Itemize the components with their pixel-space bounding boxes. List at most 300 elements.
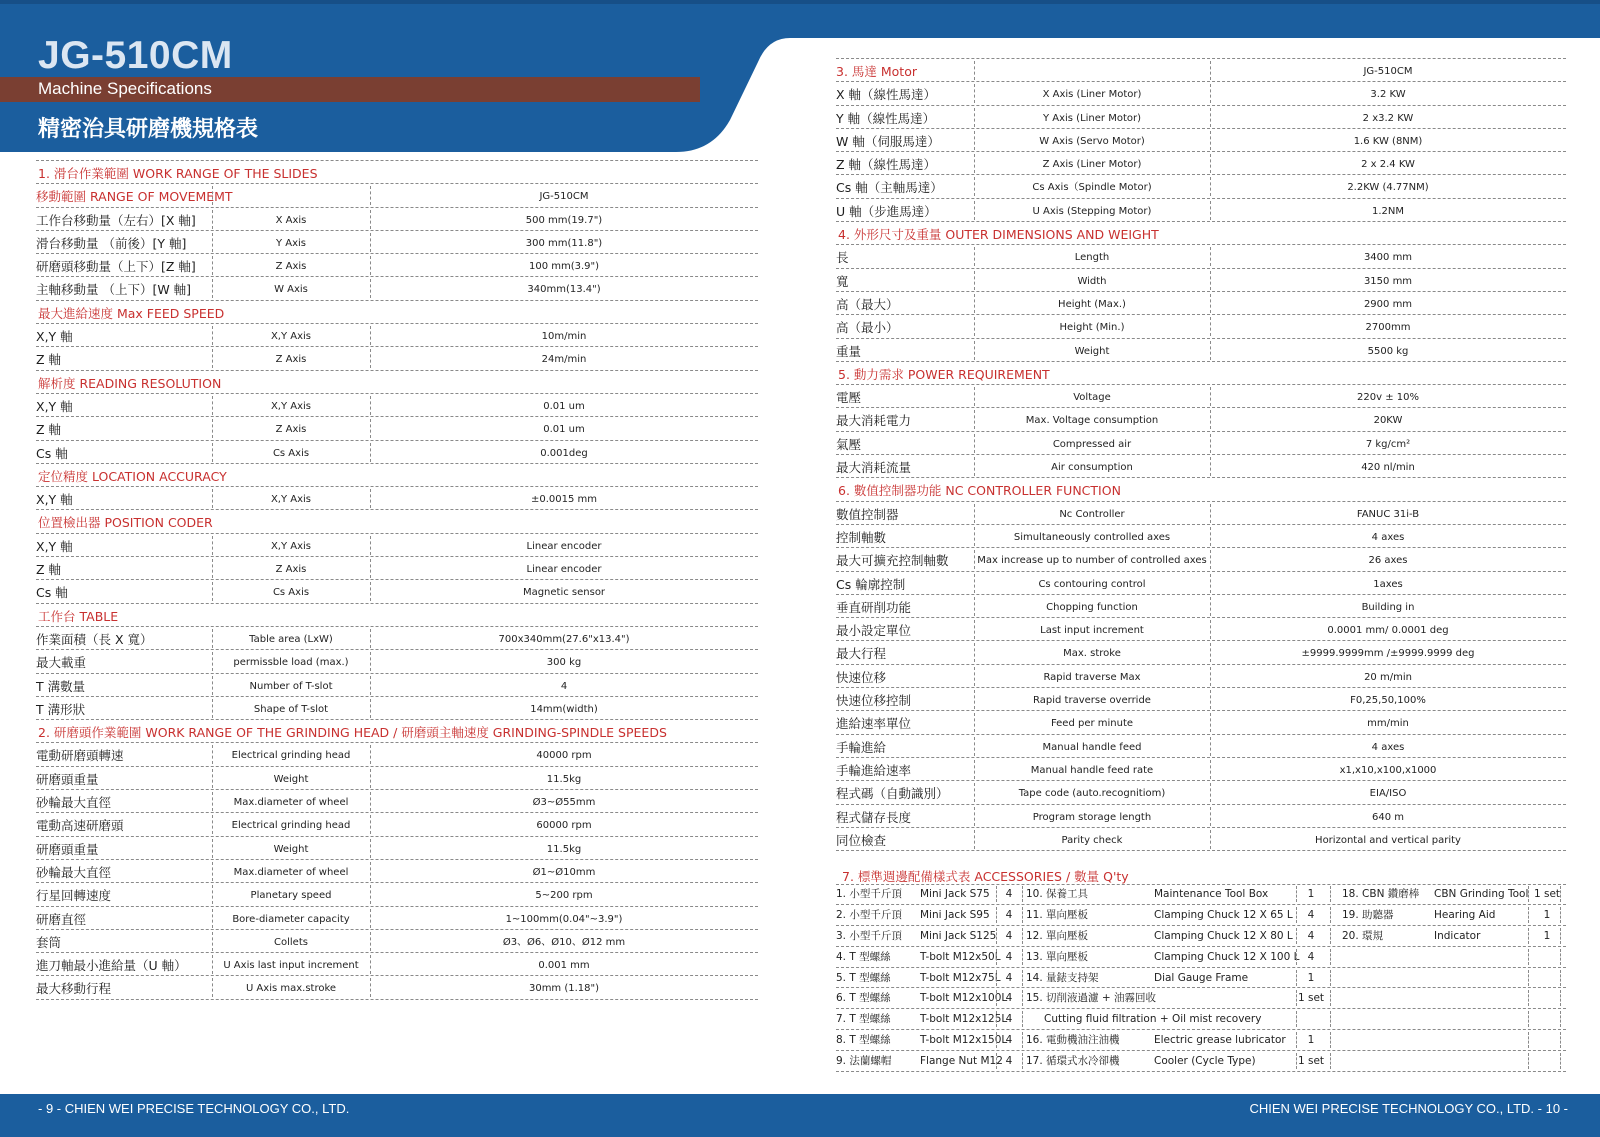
accessory-name-en: T-bolt M12x100L — [920, 992, 1008, 1005]
spec-label-en: Z Axis — [275, 354, 307, 366]
section-heading-text: 最大進給速度 Max FEED SPEED — [38, 305, 225, 321]
spec-value: 0.01 um — [543, 400, 585, 412]
spec-value: 3150 mm — [1363, 275, 1413, 287]
spec-label-en: Electrical grinding head — [231, 820, 351, 832]
column-divider — [996, 1053, 997, 1069]
spec-value: Magnetic sensor — [522, 587, 606, 599]
accessory-name-cn: 2. 小型千斤頂 — [836, 908, 902, 921]
spec-label-en: U Axis (Stepping Motor) — [1032, 205, 1152, 217]
spec-value: JG-510CM — [539, 191, 589, 203]
column-divider — [1330, 990, 1331, 1006]
spec-label-en: Y Axis — [275, 237, 307, 249]
spec-value: 300 mm(11.8") — [525, 237, 603, 249]
accessory-row — [836, 968, 1566, 989]
spec-row — [836, 292, 1566, 315]
spec-label-cn: X 軸（線性馬達） — [836, 87, 937, 103]
spec-value: 100 mm(3.9") — [528, 261, 600, 273]
accessory-name-cn: 16. 電動機油注油機 — [1026, 1034, 1120, 1047]
section-heading — [36, 464, 758, 487]
spec-label-cn: 行星回轉速度 — [36, 888, 112, 904]
column-divider — [1560, 970, 1561, 986]
accessory-name-en: Mini Jack S125 — [920, 929, 997, 942]
accessory-name-en: T-bolt M12x75L — [920, 971, 1001, 984]
spec-value: 26 axes — [1368, 555, 1408, 567]
accessory-qty: 1 — [1543, 929, 1551, 942]
spec-label-cn: 數值控制器 — [836, 506, 899, 522]
column-divider — [1528, 1053, 1529, 1069]
spec-label-en: Z Axis — [275, 564, 307, 576]
spec-label-en: Electrical grinding head — [231, 750, 351, 762]
spec-label-en: Max. stroke — [1063, 648, 1121, 660]
spec-label-cn: 手輪進給速率 — [836, 762, 912, 778]
spec-row — [836, 805, 1566, 828]
spec-row — [36, 441, 758, 464]
spec-row — [36, 208, 758, 231]
spec-row — [836, 781, 1566, 804]
spec-value: Ø1~Ø10mm — [532, 866, 596, 878]
column-header-row — [836, 59, 1566, 82]
spec-label-en: Y Axis (Liner Motor) — [1042, 112, 1142, 124]
spec-value: 20 m/min — [1364, 671, 1412, 683]
spec-row — [836, 269, 1566, 292]
spec-label-en: Rapid traverse Max — [1043, 671, 1141, 683]
section-heading — [36, 604, 758, 627]
spec-row — [36, 627, 758, 650]
spec-value: 420 nl/min — [1361, 462, 1415, 474]
column-divider — [1560, 949, 1561, 965]
accessory-name-en: Maintenance Tool Box — [1154, 888, 1269, 900]
spec-label-cn: 控制軸數 — [836, 529, 887, 545]
spec-label-en: Tape code (auto.recognitiom) — [1018, 788, 1166, 800]
accessory-name-en: Mini Jack S75 — [920, 888, 990, 900]
spec-value: 24m/min — [541, 354, 587, 366]
spec-label-en: Width — [1077, 275, 1107, 287]
spec-label-en: Voltage — [1073, 392, 1111, 404]
spec-label-en: Manual handle feed rate — [1030, 764, 1154, 776]
spec-label-cn: 快速位移 — [836, 669, 887, 685]
spec-label-en: Weight — [273, 773, 309, 785]
spec-row — [836, 572, 1566, 595]
spec-row — [836, 665, 1566, 688]
column-header-row — [36, 184, 758, 207]
accessory-name-cn: 6. T 型螺絲 — [836, 992, 891, 1005]
spec-value: 14mm(width) — [530, 703, 598, 715]
spec-label-cn: 移動範圍 RANGE OF MOVEMEMT — [36, 189, 233, 205]
accessory-name-cn: 12. 單向壓板 — [1026, 929, 1089, 942]
section-heading — [36, 371, 758, 394]
spec-value: 0.001deg — [540, 447, 588, 459]
spec-label-cn: 電壓 — [836, 390, 862, 406]
spec-row — [836, 502, 1566, 525]
accessory-name-en: Cooler (Cycle Type) — [1154, 1055, 1256, 1068]
spec-value: EIA/ISO — [1369, 788, 1407, 800]
column-divider — [1330, 886, 1331, 902]
spec-label-cn: 進刀軸最小進給量（U 軸） — [36, 958, 187, 974]
spec-label-cn: Cs 輪廓控制 — [836, 576, 906, 592]
column-divider — [1528, 1011, 1529, 1027]
accessory-qty: 4 — [1307, 929, 1315, 942]
column-divider — [996, 928, 997, 944]
column-divider — [1330, 949, 1331, 965]
accessory-qty: 4 — [1005, 888, 1013, 900]
spec-label-cn: 最大移動行程 — [36, 981, 112, 997]
spec-row — [836, 385, 1566, 408]
spec-value: Ø3、Ø6、Ø10、Ø12 mm — [502, 936, 626, 948]
spec-row — [36, 860, 758, 883]
spec-label-cn: 最大載重 — [36, 655, 87, 671]
accessory-name-en: Cutting fluid filtration + Oil mist recovery — [1044, 1013, 1262, 1026]
column-divider — [1022, 970, 1023, 986]
spec-label-cn: Cs 軸（主軸馬達） — [836, 180, 943, 196]
spec-label-en: Weight — [273, 843, 309, 855]
spec-label-cn: 砂輪最大直徑 — [36, 864, 112, 880]
accessory-name-cn: 3. 小型千斤頂 — [836, 929, 902, 942]
accessory-name-cn: 17. 循環式水冷卻機 — [1026, 1055, 1120, 1068]
section-heading-text: 2. 研磨頭作業範圍 WORK RANGE OF THE GRINDING HEAD / 研磨頭主軸速度 GRINDING-SPINDLE SPEEDS — [38, 725, 667, 741]
spec-value: 0.0001 mm/ 0.0001 deg — [1327, 625, 1449, 637]
spec-label-en: permissble load (max.) — [233, 657, 349, 669]
spec-label-cn: 最大消耗流量 — [836, 460, 912, 476]
spec-label-cn: 同位檢查 — [836, 832, 887, 848]
column-divider — [1330, 1011, 1331, 1027]
column-divider — [1560, 907, 1561, 923]
spec-value: 300 kg — [546, 657, 582, 669]
spec-label-en: Number of T-slot — [249, 680, 333, 692]
spec-value: 5~200 rpm — [535, 890, 593, 902]
section-heading — [836, 222, 1566, 245]
section-heading — [836, 478, 1566, 501]
spec-value: 0.01 um — [543, 424, 585, 436]
spec-value: 7 kg/cm² — [1365, 438, 1411, 450]
spec-value: Building in — [1361, 601, 1415, 613]
column-divider — [1528, 949, 1529, 965]
accessory-row — [836, 884, 1566, 905]
spec-label-cn: 重量 — [836, 343, 862, 359]
column-divider — [1296, 1032, 1297, 1048]
spec-label-cn: 研磨頭重量 — [36, 771, 99, 787]
spec-label-en: W Axis (Servo Motor) — [1039, 135, 1145, 147]
accessory-qty: 4 — [1307, 908, 1315, 921]
accessory-qty: 4 — [1005, 908, 1013, 921]
accessory-name-en: T-bolt M12x50L — [920, 950, 1001, 963]
spec-label-en: Simultaneously controlled axes — [1013, 531, 1171, 543]
spec-label-en — [212, 184, 370, 206]
accessory-name-en: Electric grease lubricator — [1154, 1034, 1286, 1047]
spec-value: 3400 mm — [1363, 252, 1413, 264]
accessory-name-cn: 19. 助聽器 — [1342, 908, 1394, 921]
accessory-row — [836, 1009, 1566, 1030]
spec-label-en: Compressed air — [1052, 438, 1132, 450]
spec-value: 2 x 2.4 KW — [1361, 159, 1415, 171]
spec-label-cn: 套筒 — [36, 934, 62, 950]
section-heading — [36, 720, 758, 743]
accessory-name-en: T-bolt M12x150L — [920, 1034, 1008, 1047]
spec-row — [836, 152, 1566, 175]
spec-row — [36, 534, 758, 557]
spec-label-en: Parity check — [1061, 834, 1123, 846]
column-divider — [1022, 886, 1023, 902]
accessory-qty: 4 — [1005, 1013, 1013, 1026]
page-title-cn: 精密治具研磨機規格表 — [38, 116, 259, 142]
spec-label-cn: 研磨頭重量 — [36, 841, 99, 857]
spec-label-en: Bore-diameter capacity — [232, 913, 350, 925]
column-divider — [1560, 1053, 1561, 1069]
accessory-qty: 4 — [1005, 971, 1013, 984]
spec-value: 60000 rpm — [536, 820, 592, 832]
accessory-name-en: Dial Gauge Frame — [1154, 971, 1249, 984]
spec-row — [36, 254, 758, 277]
column-divider — [1528, 1032, 1529, 1048]
spec-row — [36, 976, 758, 999]
spec-label-cn: X,Y 軸 — [36, 492, 73, 508]
accessory-name-cn: 4. T 型螺絲 — [836, 950, 891, 963]
accessory-row — [836, 947, 1566, 968]
column-divider — [1330, 907, 1331, 923]
spec-label-en: X,Y Axis — [270, 331, 312, 343]
spec-label-en: Height (Max.) — [1058, 298, 1126, 310]
accessory-row — [836, 905, 1566, 926]
accessory-qty: 1 — [1307, 971, 1315, 984]
accessories-title: 7. 標準週邊配備樣式表 ACCESSORIES / 數量 Q'ty — [842, 869, 1129, 884]
spec-label-cn: Y 軸（線性馬達） — [836, 110, 936, 126]
spec-label-en: Feed per minute — [1050, 718, 1134, 730]
spec-row — [836, 525, 1566, 548]
accessory-name-en: T-bolt M12x125L — [920, 1013, 1008, 1026]
column-divider — [996, 970, 997, 986]
spec-value: 1~100mm(0.04"~3.9") — [505, 913, 623, 925]
column-divider — [1022, 990, 1023, 1006]
spec-label-en: W Axis — [274, 284, 308, 296]
accessory-name-cn: 11. 單向壓板 — [1026, 908, 1089, 921]
spec-value: 340mm(13.4") — [527, 284, 601, 296]
spec-row — [36, 674, 758, 697]
spec-label-en: X,Y Axis — [270, 494, 312, 506]
accessory-name-en: Clamping Chuck 12 X 80 L — [1154, 929, 1293, 942]
spec-value: 1.6 KW (8NM) — [1353, 135, 1423, 147]
accessory-name-en: Indicator — [1434, 929, 1481, 942]
spec-label-cn: 滑台移動量 （前後）[Y 軸] — [36, 235, 187, 251]
accessory-row — [836, 1051, 1566, 1072]
spec-value: mm/min — [1367, 718, 1409, 730]
spec-label-cn: 最大消耗電力 — [836, 413, 912, 429]
spec-label-cn: 長 — [836, 250, 849, 266]
accessory-name-cn: 8. T 型螺絲 — [836, 1034, 891, 1047]
spec-label-en: Shape of T-slot — [253, 703, 329, 715]
spec-label-en: U Axis last input increment — [223, 960, 359, 972]
column-divider — [1528, 886, 1529, 902]
spec-label-en: Table area (LxW) — [249, 633, 333, 645]
spec-label-cn: 電動研磨頭轉速 — [36, 748, 124, 764]
column-divider — [1330, 1032, 1331, 1048]
spec-label-en: Manual handle feed — [1042, 741, 1142, 753]
spec-label-en: Nc Controller — [1059, 508, 1125, 520]
accessory-qty: 4 — [1307, 950, 1315, 963]
spec-row — [836, 432, 1566, 455]
spec-row — [36, 557, 758, 580]
spec-label-cn: Z 軸 — [36, 562, 62, 578]
spec-label-en: Planetary speed — [250, 890, 332, 902]
spec-row — [36, 650, 758, 673]
spec-value: 10m/min — [541, 331, 587, 343]
spec-row — [836, 106, 1566, 129]
column-divider — [1296, 907, 1297, 923]
accessory-qty: 1 — [1307, 1034, 1315, 1047]
spec-row — [36, 487, 758, 510]
column-divider — [1296, 928, 1297, 944]
accessory-name-en: Flange Nut M12 — [920, 1055, 1003, 1068]
spec-value: 0.001 mm — [538, 960, 590, 972]
column-divider — [1022, 907, 1023, 923]
spec-row — [36, 790, 758, 813]
spec-value: 1axes — [1373, 578, 1403, 590]
spec-label-cn: U 軸（步進馬達） — [836, 203, 937, 219]
spec-row — [836, 641, 1566, 664]
spec-row — [36, 743, 758, 766]
column-divider — [1560, 1032, 1561, 1048]
accessory-qty: 4 — [1005, 1055, 1013, 1068]
spec-row — [36, 347, 758, 370]
accessory-qty: 4 — [1005, 950, 1013, 963]
spec-label-en: Cs Axis — [272, 587, 310, 599]
spec-label-cn: 最大可擴充控制軸數 — [836, 553, 949, 569]
accessory-name-cn: 14. 量錶支持架 — [1026, 971, 1099, 984]
column-divider — [1022, 949, 1023, 965]
spec-row — [36, 883, 758, 906]
accessory-name-en: Mini Jack S95 — [920, 908, 990, 921]
spec-value: Horizontal and vertical parity — [1315, 834, 1461, 846]
model-title: JG-510CM — [38, 34, 233, 77]
spec-row — [36, 417, 758, 440]
spec-row — [836, 82, 1566, 105]
spec-label-cn: 手輪進給 — [836, 739, 887, 755]
spec-row — [836, 175, 1566, 198]
spec-label-cn: 快速位移控制 — [836, 693, 912, 709]
spec-label-en: Cs Axis — [272, 447, 310, 459]
accessory-qty: 1 set — [1533, 888, 1561, 900]
spec-label-en: Rapid traverse override — [1033, 695, 1151, 707]
spec-value: 20KW — [1373, 415, 1403, 427]
spec-row — [836, 595, 1566, 618]
spec-row — [836, 339, 1566, 362]
spec-label-cn: 工作台移動量（左右）[X 軸] — [36, 212, 196, 228]
spec-label-en: Z Axis — [275, 261, 307, 273]
accessory-row — [836, 1030, 1566, 1051]
spec-label-en: Program storage length — [1032, 811, 1152, 823]
accessories-table — [836, 884, 1566, 1072]
section-heading — [36, 161, 758, 184]
spec-label-en — [974, 59, 1210, 81]
section-heading-text: 4. 外形尺寸及重量 OUTER DIMENSIONS AND WEIGHT — [838, 227, 1159, 243]
spec-value: 640 m — [1371, 811, 1404, 823]
spec-row — [36, 394, 758, 417]
spec-label-cn: 氣壓 — [836, 436, 862, 452]
spec-label-cn: 高（最大） — [836, 296, 899, 312]
column-divider — [1296, 1053, 1297, 1069]
spec-label-cn: Z 軸（線性馬達） — [836, 157, 937, 173]
accessory-name-cn: 1. 小型千斤頂 — [836, 888, 902, 900]
section-heading-text: 6. 數值控制器功能 NC CONTROLLER FUNCTION — [838, 483, 1121, 499]
column-divider — [1528, 907, 1529, 923]
spec-row — [836, 455, 1566, 478]
spec-label-cn: 寬 — [836, 273, 849, 289]
section-heading — [836, 362, 1566, 385]
spec-label-cn: 高（最小） — [836, 320, 899, 336]
spec-row — [36, 697, 758, 720]
accessory-qty: 4 — [1005, 992, 1013, 1005]
spec-value: 11.5kg — [546, 843, 582, 855]
spec-value: 30mm (1.18") — [528, 983, 600, 995]
spec-label-en: X Axis — [275, 214, 307, 226]
left-spec-table — [36, 160, 758, 1000]
spec-row — [36, 813, 758, 836]
section-heading — [36, 301, 758, 324]
column-divider — [996, 1011, 997, 1027]
spec-label-en: Z Axis (Liner Motor) — [1042, 159, 1142, 171]
spec-row — [836, 129, 1566, 152]
column-divider — [1296, 990, 1297, 1006]
accessory-name-cn: 9. 法蘭螺帽 — [836, 1055, 892, 1068]
spec-row — [836, 828, 1566, 851]
spec-label-en: Air consumption — [1051, 462, 1133, 474]
spec-value: 2.2KW (4.77NM) — [1347, 182, 1429, 194]
column-divider — [1528, 990, 1529, 1006]
column-divider — [1560, 1011, 1561, 1027]
spec-label-cn: T 溝形狀 — [36, 701, 86, 717]
spec-label-cn: 最小設定單位 — [836, 623, 912, 639]
spec-label-en: U Axis max.stroke — [245, 983, 337, 995]
column-divider — [1560, 990, 1561, 1006]
accessory-name-cn: 5. T 型螺絲 — [836, 971, 891, 984]
column-divider — [1296, 1011, 1297, 1027]
spec-label-cn: W 軸（伺服馬達） — [836, 133, 940, 149]
spec-label-en: Chopping function — [1046, 601, 1138, 613]
spec-label-cn: 砂輪最大直徑 — [36, 795, 112, 811]
accessory-row — [836, 926, 1566, 947]
right-spec-table — [836, 58, 1566, 851]
column-divider — [1296, 886, 1297, 902]
spec-row — [836, 711, 1566, 734]
spec-label-cn: 主軸移動量 （上下）[W 軸] — [36, 282, 192, 298]
accessory-row — [836, 988, 1566, 1009]
section-heading — [36, 510, 758, 533]
column-divider — [1296, 970, 1297, 986]
spec-row — [836, 408, 1566, 431]
spec-label-en: Length — [1074, 252, 1110, 264]
section-heading-text: 定位精度 LOCATION ACCURACY — [38, 468, 227, 484]
column-divider — [1022, 928, 1023, 944]
accessory-name-cn: 13. 單向壓板 — [1026, 950, 1089, 963]
accessory-qty: 1 set — [1297, 1055, 1325, 1068]
spec-label-cn: Cs 軸 — [36, 585, 68, 601]
accessory-name-cn: 18. CBN 鑽磨棒 — [1342, 888, 1420, 900]
spec-label-cn: X,Y 軸 — [36, 398, 73, 414]
spec-value: 1.2NM — [1371, 205, 1404, 217]
spec-value: 5500 kg — [1367, 345, 1409, 357]
accessory-name-en: Clamping Chuck 12 X 65 L — [1154, 908, 1293, 921]
column-divider — [996, 907, 997, 923]
spec-value: 2900 mm — [1363, 298, 1413, 310]
accessory-name-cn: 10. 保養工具 — [1026, 888, 1089, 900]
column-divider — [1330, 928, 1331, 944]
spec-label-cn: 作業面積（長 X 寬） — [36, 631, 153, 647]
footer-left-text: - 9 - CHIEN WEI PRECISE TECHNOLOGY CO., LTD. — [38, 1101, 350, 1116]
column-divider — [1560, 886, 1561, 902]
column-divider — [1330, 1053, 1331, 1069]
spec-row — [36, 930, 758, 953]
spec-row — [36, 767, 758, 790]
spec-label-en: Cs Axis（Spindle Motor) — [1032, 182, 1152, 194]
spec-value: 11.5kg — [546, 773, 582, 785]
